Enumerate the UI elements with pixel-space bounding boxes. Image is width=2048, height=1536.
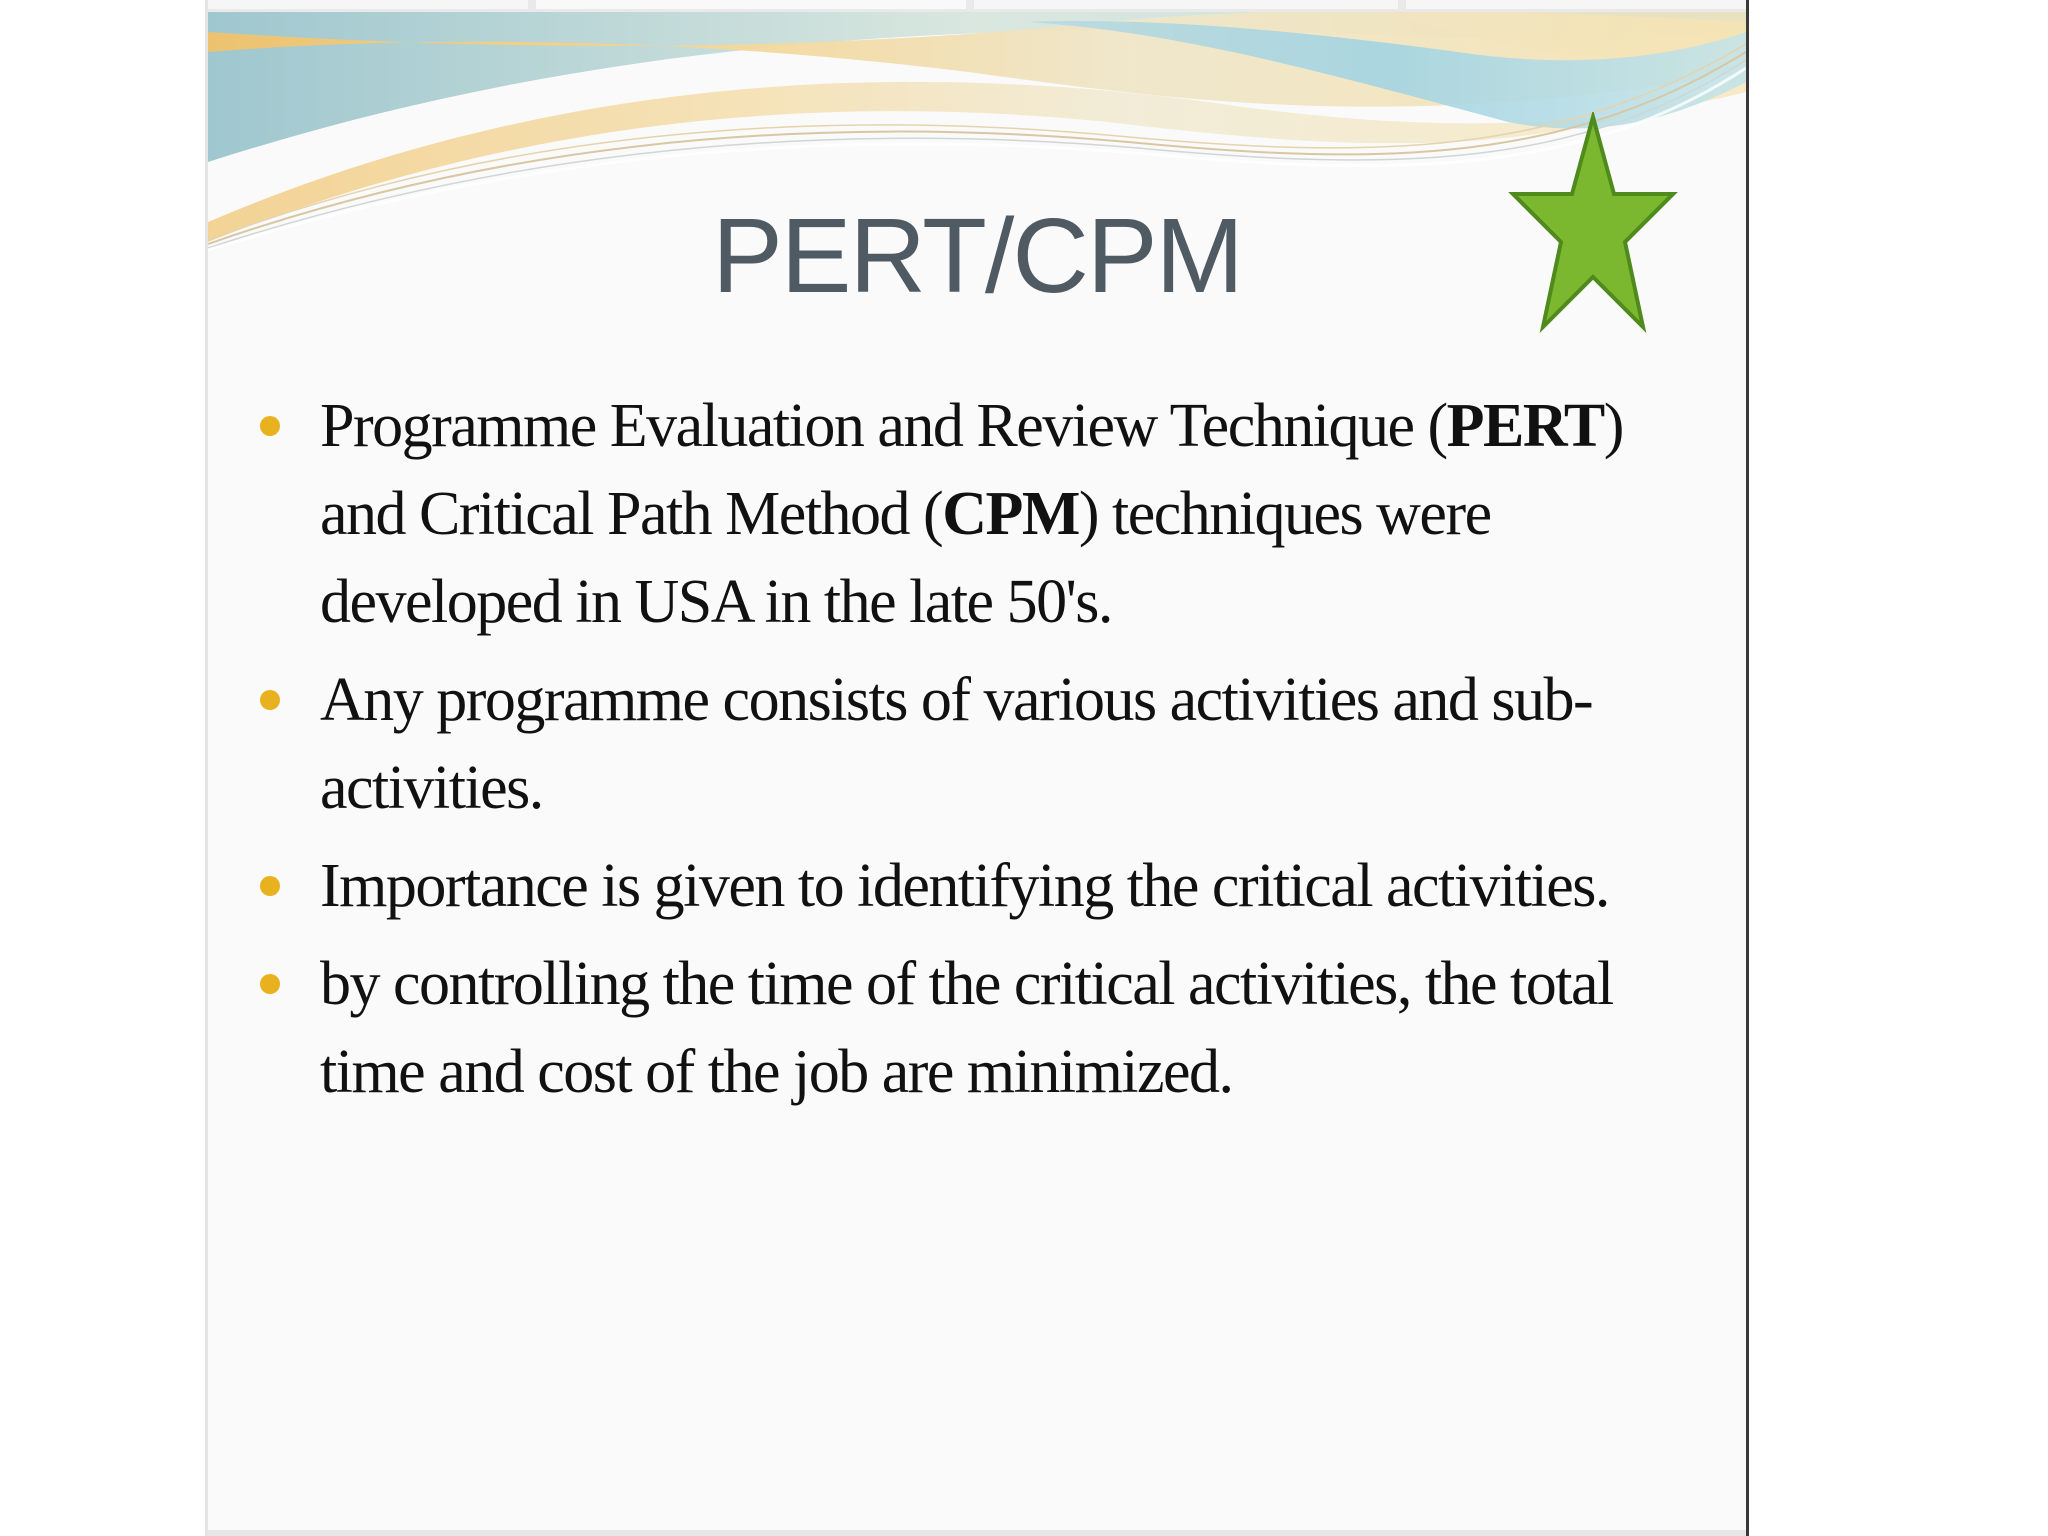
bullet-bold-term: PERT — [1446, 392, 1604, 460]
tab-segment[interactable] — [1406, 0, 1746, 9]
bullet-text-segment: Any programme consists of various activities and sub-activities. — [320, 666, 1593, 822]
bottom-scroll-bar[interactable] — [208, 1530, 1746, 1536]
bullet-item — [258, 656, 1648, 832]
bullet-bold-term: CPM — [942, 480, 1079, 548]
tab-segment[interactable] — [974, 0, 1398, 9]
bullet-dot-icon — [260, 876, 280, 896]
bullet-dot-icon — [260, 416, 280, 436]
tab-segment[interactable] — [536, 0, 966, 9]
bullet-list — [258, 382, 1648, 1126]
bullet-text-segment: by controlling the time of the critical activities, the total time and cost of the job are minimized. — [320, 950, 1613, 1106]
bullet-text-segment: ) and Critical Path Method ( — [320, 392, 1623, 548]
bullet-item — [258, 940, 1648, 1116]
bullet-text-segment: ) techniques were developed in USA in the late 50's. — [320, 480, 1491, 636]
bullet-text-segment: Importance is given to identifying the critical activities. — [320, 852, 1609, 920]
presentation-slide — [208, 12, 1746, 1536]
bullet-item — [258, 842, 1648, 930]
slide-right-border — [1746, 0, 1749, 1536]
tab-segment[interactable] — [208, 0, 528, 9]
bullet-dot-icon — [260, 974, 280, 994]
bullet-text-segment: Programme Evaluation and Review Technique ( — [320, 392, 1447, 460]
bullet-dot-icon — [260, 690, 280, 710]
slide-title: PERT/CPM — [712, 197, 1242, 315]
bullet-item — [258, 382, 1648, 646]
